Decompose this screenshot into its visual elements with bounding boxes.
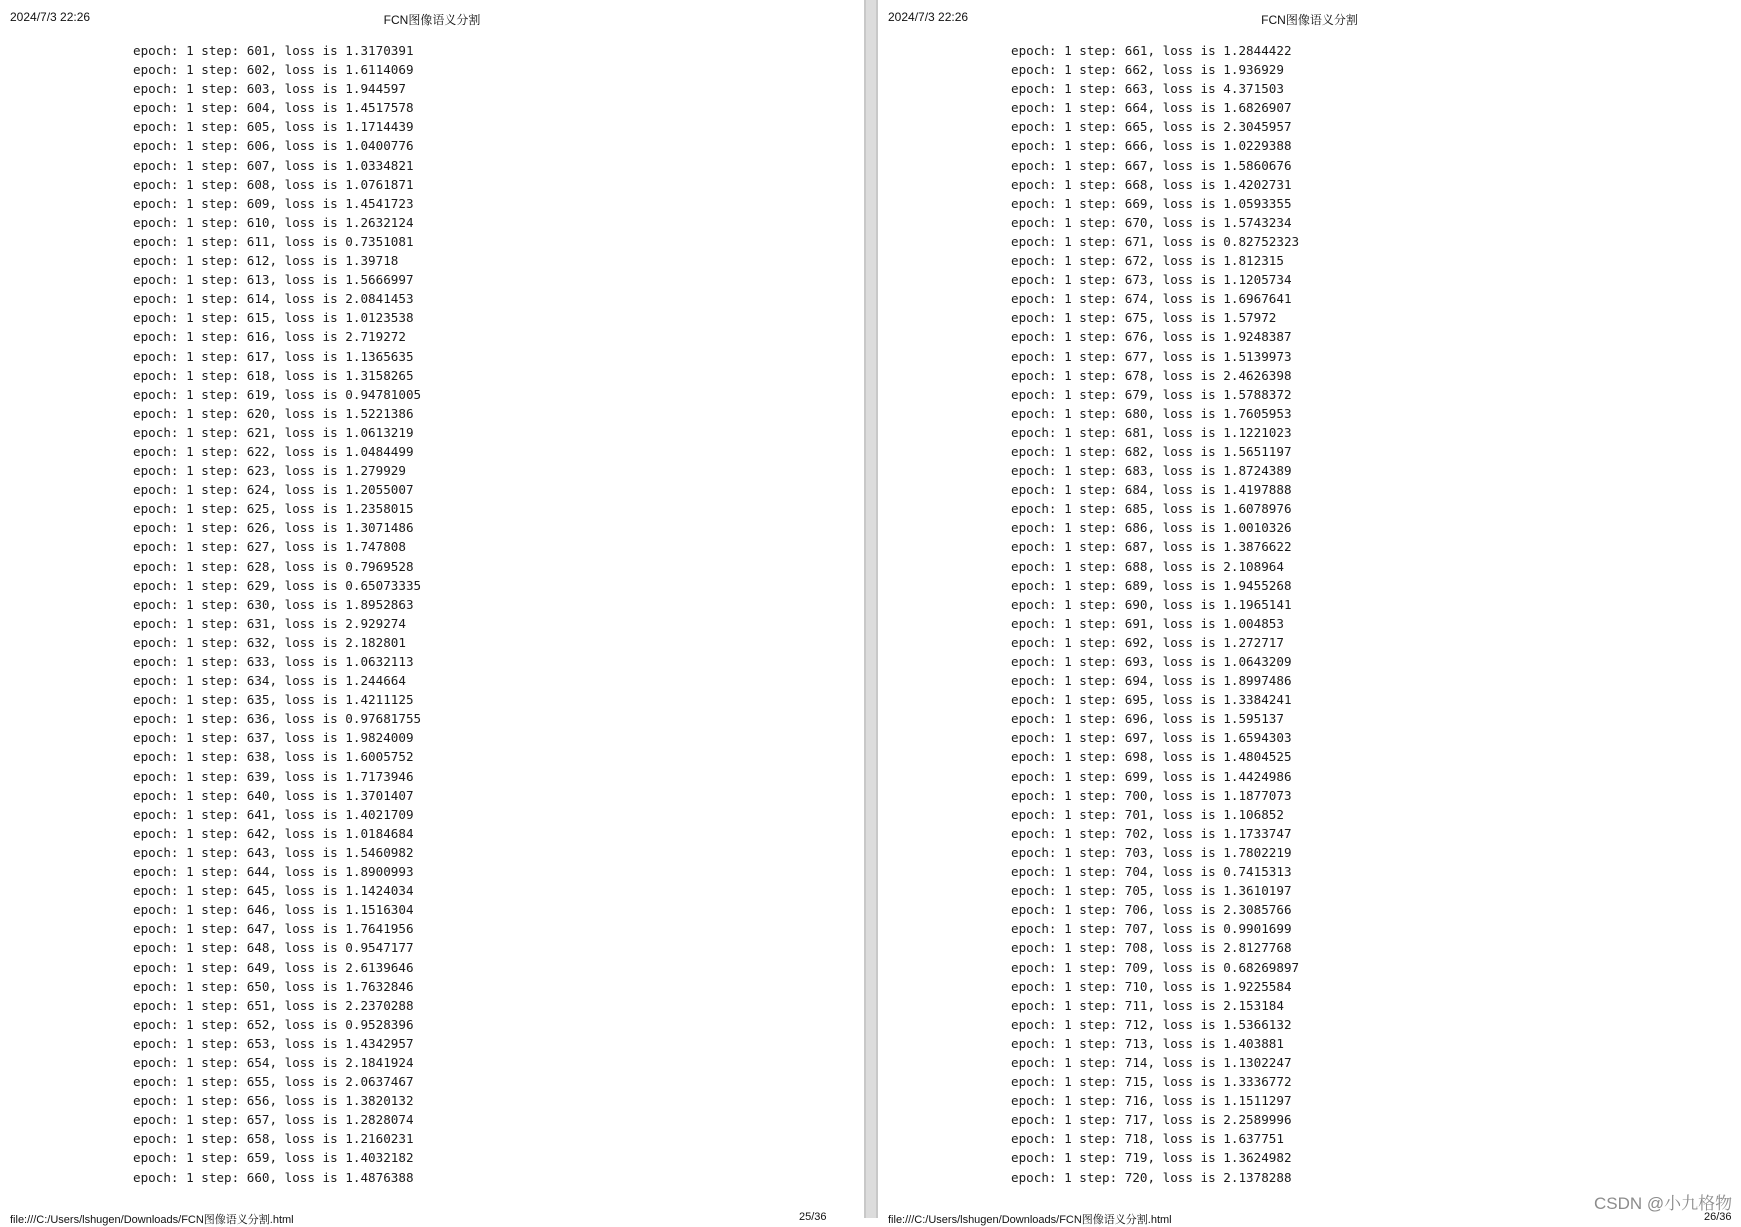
log-line: epoch: 1 step: 692, loss is 1.272717 xyxy=(1011,634,1284,650)
log-line: epoch: 1 step: 647, loss is 1.7641956 xyxy=(133,921,414,937)
log-line: epoch: 1 step: 608, loss is 1.0761871 xyxy=(133,176,414,192)
log-line: epoch: 1 step: 685, loss is 1.6078976 xyxy=(1011,501,1292,517)
log-line: epoch: 1 step: 703, loss is 1.7802219 xyxy=(1011,844,1292,860)
log-line: epoch: 1 step: 711, loss is 2.153184 xyxy=(1011,997,1284,1013)
log-line: epoch: 1 step: 613, loss is 1.5666997 xyxy=(133,272,414,288)
log-line: epoch: 1 step: 716, loss is 1.1511297 xyxy=(1011,1093,1292,1109)
log-line: epoch: 1 step: 609, loss is 1.4541723 xyxy=(133,195,414,211)
log-line: epoch: 1 step: 636, loss is 0.97681755 xyxy=(133,711,422,727)
log-line: epoch: 1 step: 620, loss is 1.5221386 xyxy=(133,405,414,421)
log-line: epoch: 1 step: 714, loss is 1.1302247 xyxy=(1011,1054,1292,1070)
log-line: epoch: 1 step: 688, loss is 2.108964 xyxy=(1011,558,1284,574)
log-line: epoch: 1 step: 658, loss is 1.2160231 xyxy=(133,1131,414,1147)
log-line: epoch: 1 step: 715, loss is 1.3336772 xyxy=(1011,1074,1292,1090)
log-line: epoch: 1 step: 670, loss is 1.5743234 xyxy=(1011,214,1292,230)
page-footer-number: 25/36 xyxy=(799,1211,827,1223)
log-line: epoch: 1 step: 652, loss is 0.9528396 xyxy=(133,1016,414,1032)
log-line: epoch: 1 step: 621, loss is 1.0613219 xyxy=(133,424,414,440)
page-footer-number: 26/36 xyxy=(1704,1211,1732,1223)
training-log xyxy=(133,41,421,1187)
log-line: epoch: 1 step: 671, loss is 0.82752323 xyxy=(1011,233,1300,249)
log-line: epoch: 1 step: 712, loss is 1.5366132 xyxy=(1011,1016,1292,1032)
log-line: epoch: 1 step: 694, loss is 1.8997486 xyxy=(1011,673,1292,689)
log-line: epoch: 1 step: 680, loss is 1.7605953 xyxy=(1011,405,1292,421)
log-line: epoch: 1 step: 679, loss is 1.5788372 xyxy=(1011,386,1292,402)
log-line: epoch: 1 step: 603, loss is 1.944597 xyxy=(133,81,406,97)
log-line: epoch: 1 step: 686, loss is 1.0010326 xyxy=(1011,520,1292,536)
log-line: epoch: 1 step: 683, loss is 1.8724389 xyxy=(1011,463,1292,479)
log-line: epoch: 1 step: 719, loss is 1.3624982 xyxy=(1011,1150,1292,1166)
log-line: epoch: 1 step: 701, loss is 1.106852 xyxy=(1011,806,1284,822)
log-line: epoch: 1 step: 604, loss is 1.4517578 xyxy=(133,100,414,116)
log-line: epoch: 1 step: 639, loss is 1.7173946 xyxy=(133,768,414,784)
log-line: epoch: 1 step: 678, loss is 2.4626398 xyxy=(1011,367,1292,383)
log-line: epoch: 1 step: 605, loss is 1.1714439 xyxy=(133,119,414,135)
log-line: epoch: 1 step: 700, loss is 1.1877073 xyxy=(1011,787,1292,803)
log-line: epoch: 1 step: 674, loss is 1.6967641 xyxy=(1011,291,1292,307)
log-line: epoch: 1 step: 669, loss is 1.0593355 xyxy=(1011,195,1292,211)
log-line: epoch: 1 step: 615, loss is 1.0123538 xyxy=(133,310,414,326)
log-line: epoch: 1 step: 660, loss is 1.4876388 xyxy=(133,1169,414,1185)
page-header-date: 2024/7/3 22:26 xyxy=(10,10,91,24)
log-line: epoch: 1 step: 641, loss is 1.4021709 xyxy=(133,806,414,822)
log-line: epoch: 1 step: 720, loss is 2.1378288 xyxy=(1011,1169,1292,1185)
log-line: epoch: 1 step: 657, loss is 1.2828074 xyxy=(133,1112,414,1128)
log-line: epoch: 1 step: 648, loss is 0.9547177 xyxy=(133,940,414,956)
log-line: epoch: 1 step: 668, loss is 1.4202731 xyxy=(1011,176,1292,192)
log-line: epoch: 1 step: 690, loss is 1.1965141 xyxy=(1011,596,1292,612)
log-line: epoch: 1 step: 627, loss is 1.747808 xyxy=(133,539,406,555)
log-line: epoch: 1 step: 629, loss is 0.65073335 xyxy=(133,577,422,593)
log-line: epoch: 1 step: 677, loss is 1.5139973 xyxy=(1011,348,1292,364)
log-line: epoch: 1 step: 633, loss is 1.0632113 xyxy=(133,654,414,669)
log-line: epoch: 1 step: 707, loss is 0.9901699 xyxy=(1011,921,1292,937)
log-line: epoch: 1 step: 607, loss is 1.0334821 xyxy=(133,157,414,173)
log-line: epoch: 1 step: 625, loss is 1.2358015 xyxy=(133,501,414,517)
log-line: epoch: 1 step: 681, loss is 1.1221023 xyxy=(1011,424,1292,440)
page-header-title: FCN图像语义分割 xyxy=(1261,13,1358,27)
log-line: epoch: 1 step: 650, loss is 1.7632846 xyxy=(133,978,414,994)
log-line: epoch: 1 step: 616, loss is 2.719272 xyxy=(133,329,406,345)
page-header-date: 2024/7/3 22:26 xyxy=(888,10,969,24)
log-line: epoch: 1 step: 638, loss is 1.6005752 xyxy=(133,749,414,765)
log-line: epoch: 1 step: 718, loss is 1.637751 xyxy=(1011,1131,1284,1147)
log-line: epoch: 1 step: 654, loss is 2.1841924 xyxy=(133,1054,414,1070)
log-line: epoch: 1 step: 602, loss is 1.6114069 xyxy=(133,62,414,78)
log-line: epoch: 1 step: 676, loss is 1.9248387 xyxy=(1011,329,1292,345)
log-line: epoch: 1 step: 619, loss is 0.94781005 xyxy=(133,386,422,402)
log-line: epoch: 1 step: 667, loss is 1.5860676 xyxy=(1011,157,1292,173)
log-line: epoch: 1 step: 691, loss is 1.004853 xyxy=(1011,615,1284,631)
log-line: epoch: 1 step: 713, loss is 1.403881 xyxy=(1011,1035,1284,1051)
log-line: epoch: 1 step: 632, loss is 2.182801 xyxy=(133,634,406,650)
log-line: epoch: 1 step: 601, loss is 1.3170391 xyxy=(133,43,414,58)
log-line: epoch: 1 step: 695, loss is 1.3384241 xyxy=(1011,692,1292,708)
log-line: epoch: 1 step: 682, loss is 1.5651197 xyxy=(1011,443,1292,459)
log-line: epoch: 1 step: 645, loss is 1.1424034 xyxy=(133,883,414,899)
log-line: epoch: 1 step: 672, loss is 1.812315 xyxy=(1011,253,1284,269)
log-line: epoch: 1 step: 710, loss is 1.9225584 xyxy=(1011,978,1292,994)
log-line: epoch: 1 step: 696, loss is 1.595137 xyxy=(1011,711,1284,727)
log-line: epoch: 1 step: 649, loss is 2.6139646 xyxy=(133,959,414,975)
log-line: epoch: 1 step: 643, loss is 1.5460982 xyxy=(133,844,414,860)
log-line: epoch: 1 step: 705, loss is 1.3610197 xyxy=(1011,883,1292,899)
page-header-title: FCN图像语义分割 xyxy=(383,13,481,27)
log-line: epoch: 1 step: 623, loss is 1.279929 xyxy=(133,463,406,479)
log-line: epoch: 1 step: 663, loss is 4.371503 xyxy=(1011,81,1284,97)
log-line: epoch: 1 step: 708, loss is 2.8127768 xyxy=(1011,940,1292,956)
log-line: epoch: 1 step: 612, loss is 1.39718 xyxy=(133,253,399,269)
log-line: epoch: 1 step: 640, loss is 1.3701407 xyxy=(133,787,414,803)
log-line: epoch: 1 step: 673, loss is 1.1205734 xyxy=(1011,272,1292,288)
log-line: epoch: 1 step: 661, loss is 1.2844422 xyxy=(1011,43,1292,58)
training-log xyxy=(1011,41,1299,1187)
log-line: epoch: 1 step: 606, loss is 1.0400776 xyxy=(133,138,414,154)
log-line: epoch: 1 step: 637, loss is 1.9824009 xyxy=(133,730,414,746)
log-line: epoch: 1 step: 644, loss is 1.8900993 xyxy=(133,864,414,880)
csdn-watermark: CSDN @小九格物 xyxy=(1594,1194,1733,1213)
log-line: epoch: 1 step: 717, loss is 2.2589996 xyxy=(1011,1112,1292,1128)
log-line: epoch: 1 step: 628, loss is 0.7969528 xyxy=(133,558,414,574)
log-line: epoch: 1 step: 630, loss is 1.8952863 xyxy=(133,596,414,612)
log-line: epoch: 1 step: 653, loss is 1.4342957 xyxy=(133,1035,414,1051)
page-footer-url: file:///C:/Users/lshugen/Downloads/FCN图像语义分割.html xyxy=(888,1214,1172,1226)
log-line: epoch: 1 step: 617, loss is 1.1365635 xyxy=(133,348,414,364)
page-footer-url: file:///C:/Users/lshugen/Downloads/FCN图像语义分割.html xyxy=(10,1214,294,1226)
log-line: epoch: 1 step: 631, loss is 2.929274 xyxy=(133,615,406,631)
log-line: epoch: 1 step: 610, loss is 1.2632124 xyxy=(133,214,414,230)
log-line: epoch: 1 step: 651, loss is 2.2370288 xyxy=(133,997,414,1013)
log-line: epoch: 1 step: 704, loss is 0.7415313 xyxy=(1011,864,1292,880)
log-line: epoch: 1 step: 635, loss is 1.4211125 xyxy=(133,692,414,708)
log-line: epoch: 1 step: 684, loss is 1.4197888 xyxy=(1011,482,1292,498)
log-line: epoch: 1 step: 664, loss is 1.6826907 xyxy=(1011,100,1292,116)
log-line: epoch: 1 step: 702, loss is 1.1733747 xyxy=(1011,825,1292,841)
log-line: epoch: 1 step: 646, loss is 1.1516304 xyxy=(133,902,414,918)
log-line: epoch: 1 step: 697, loss is 1.6594303 xyxy=(1011,730,1292,746)
log-line: epoch: 1 step: 626, loss is 1.3071486 xyxy=(133,520,414,536)
log-line: epoch: 1 step: 618, loss is 1.3158265 xyxy=(133,367,414,383)
print-page-left xyxy=(0,0,864,1226)
log-line: epoch: 1 step: 622, loss is 1.0484499 xyxy=(133,443,414,459)
log-line: epoch: 1 step: 634, loss is 1.244664 xyxy=(133,673,406,689)
log-line: epoch: 1 step: 693, loss is 1.0643209 xyxy=(1011,654,1292,669)
page-gap xyxy=(864,0,878,1218)
log-line: epoch: 1 step: 659, loss is 1.4032182 xyxy=(133,1150,414,1166)
log-line: epoch: 1 step: 614, loss is 2.0841453 xyxy=(133,291,414,307)
log-line: epoch: 1 step: 689, loss is 1.9455268 xyxy=(1011,577,1292,593)
log-line: epoch: 1 step: 662, loss is 1.936929 xyxy=(1011,62,1284,78)
log-line: epoch: 1 step: 624, loss is 1.2055007 xyxy=(133,482,414,498)
log-line: epoch: 1 step: 611, loss is 0.7351081 xyxy=(133,233,414,249)
log-line: epoch: 1 step: 665, loss is 2.3045957 xyxy=(1011,119,1292,135)
log-line: epoch: 1 step: 699, loss is 1.4424986 xyxy=(1011,768,1292,784)
log-line: epoch: 1 step: 666, loss is 1.0229388 xyxy=(1011,138,1292,154)
log-line: epoch: 1 step: 642, loss is 1.0184684 xyxy=(133,825,414,841)
log-line: epoch: 1 step: 698, loss is 1.4804525 xyxy=(1011,749,1292,765)
log-line: epoch: 1 step: 709, loss is 0.68269897 xyxy=(1011,959,1300,975)
log-line: epoch: 1 step: 706, loss is 2.3085766 xyxy=(1011,902,1292,918)
log-line: epoch: 1 step: 675, loss is 1.57972 xyxy=(1011,310,1277,326)
print-page-right xyxy=(878,0,1741,1226)
log-line: epoch: 1 step: 687, loss is 1.3876622 xyxy=(1011,539,1292,555)
log-line: epoch: 1 step: 655, loss is 2.0637467 xyxy=(133,1074,414,1090)
log-line: epoch: 1 step: 656, loss is 1.3820132 xyxy=(133,1093,414,1109)
